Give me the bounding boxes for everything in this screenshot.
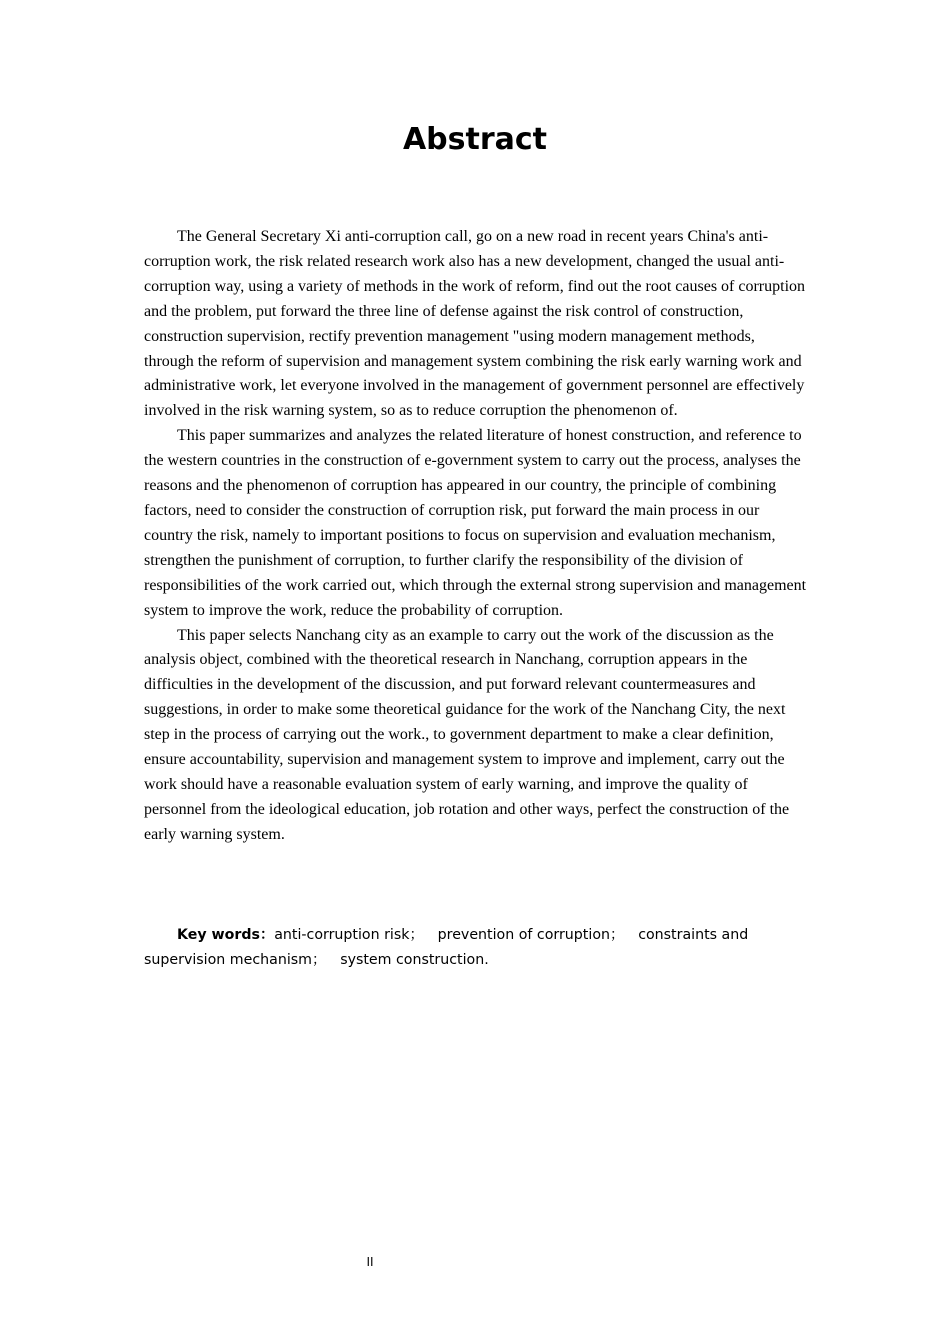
abstract-title: Abstract [402, 122, 548, 157]
keyword-item: anti-corruption risk； [274, 927, 424, 943]
keywords-label: Key words： [177, 927, 275, 943]
abstract-paragraph-2: This paper summarizes and analyzes the related literature of honest construction, and reference to the western countries in the construction of e-government system to carry out the process, analyses the reasons and the phenomenon of corruption has appeared in our country, the principle of combining factors, need to consider the construction of corruption risk, put forward the main process in our country the risk, namely to important positions to focus on supervision and evaluation mechanism, strengthen the punishment of corruption, to further clarify the responsibility of the division of responsibilities of the work carried out, which through the external strong supervision and management system to improve the work, reduce the probability of corruption. [144, 427, 807, 619]
keyword-item: prevention of corruption； [437, 927, 625, 943]
keyword-item: constraints and supervision mechanism； [144, 927, 749, 968]
abstract-paragraph-3: This paper selects Nanchang city as an example to carry out the work of the discussion as the analysis object, combined with the theoretical research in Nanchang, corruption appears in the difficulties in the development of the discussion, and put forward relevant countermeasures and suggestions, in order to make some theoretical guidance for the work of the Nanchang City, the next step in the process of carrying out the work., to government department to make a clear definition, ensure accountability, supervision and management system to improve and implement, carry out the work should have a reasonable evaluation system of early warning, and improve the quality of personnel from the ideological education, job rotation and other ways, perfect the construction of the early warning system. [144, 626, 790, 843]
keyword-item: system construction. [340, 952, 489, 968]
abstract-paragraph-1: The General Secretary Xi anti-corruption call, go on a new road in recent years China's anti-corruption work, the risk related research work also has a new development, changed the usual anti-corruption way, using a variety of methods in the work of reform, find out the root causes of corruption and the problem, put forward the three line of defense against the risk control of construction, construction supervision, rectify prevention management "using modern management methods, through the reform of supervision and management system combining the risk early warning work and administrative work, let everyone involved in the management of government personnel are effectively involved in the risk warning system, so as to reduce corruption the phenomenon of. [144, 228, 806, 420]
page-number: II [366, 1255, 374, 1269]
abstract-body [144, 225, 808, 848]
keywords-line [144, 923, 808, 973]
